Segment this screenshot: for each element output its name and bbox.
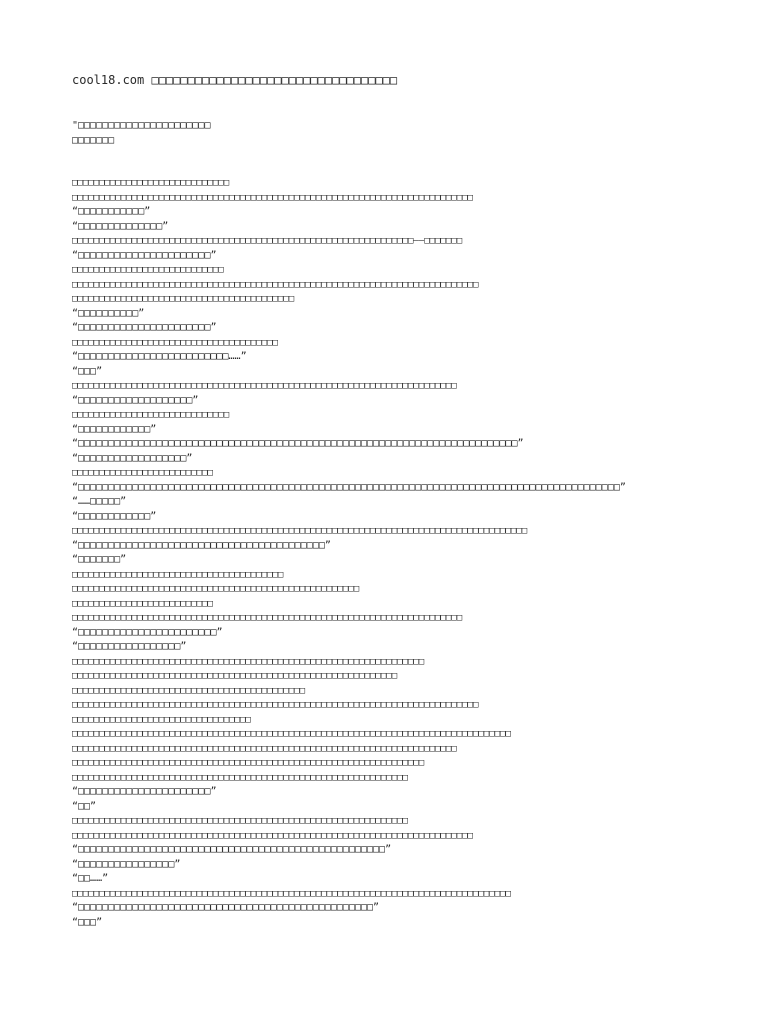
paragraph-line: □□□□□□□□□□□□□□□□□□□□□□□□□□□□□□□□□□□□□□□□□□□□□□□□□□□□□□□□□□□□□□□□□ xyxy=(72,656,425,667)
paragraph-line: “□□□□□□□□□□□□□□□□□□□□□□□□□……” xyxy=(72,351,247,362)
paragraph-line: □□□□□□□□□□□□□□□□□□□□□□□□□□□□□□□□□□□□□□□□□□□□□□□□□□□□□□□□□□□□□□□□□□□□□□□□□□ xyxy=(72,192,473,203)
paragraph-line: “□□□□□□□□□□□□□□□□□□□□□□□□□□□□□□□□□□□□□□□□□□□□□□□□□□□□□□□□□□□□□□□□□□□□□□□□□” xyxy=(72,438,524,449)
paragraph-line: “□□□□□□□□□□□□□□□□□□□□□□” xyxy=(72,786,217,797)
paragraph-line: □□□□□□□□□□□□□□□□□□□□□□□□□□ xyxy=(72,468,213,478)
paragraph-line: □□□□□□□□□□□□□□□□□□□□□□□□□□□□□□□□□□□□□□□□□□□□□□□□□□□□□□□□□□□□□□□□□□□□□□□□□□□□□□□□□ xyxy=(72,888,511,899)
document-page xyxy=(72,72,712,930)
paragraph-line: “□□□□□□□□□□” xyxy=(72,307,145,319)
paragraph-line: □□□□□□□□□□□□□□□□□□□□□□□□□□□□□□□□□ xyxy=(72,714,251,725)
header-title-text: □□□□□□□□□□□□□□□□□□□□□□□□□□□□□□□□□□ xyxy=(151,73,398,87)
paragraph-line: “□□□” xyxy=(72,365,103,377)
paragraph-line: □□□□□□□□□□□□□□□□□□□□□□□□□□□□□ xyxy=(72,178,230,188)
paragraph-line: □□□□□□□□□□□□□□□□□□□□□□□□□□□□□□□□□□□□□□□□□□□□□□□□□□□□□□□□□□□□□□□——□□□□□□□ xyxy=(72,236,463,246)
paragraph-line: □□□□□□□□□□□□□□□□□□□□□□□□□□□□□□□□□□□□□□□□□□□□□□□□□□□□□□□□□□□□□□ xyxy=(72,772,408,783)
paragraph-line: □□□□□□□□□□□□□□□□□□□□□□□□□□□□□□□□□□□□□□□□□□□□□□□□□□□□□□□□□□□□□□□□□□□□□□□□ xyxy=(72,613,463,623)
paragraph-line: □□□□□□□□□□□□□□□□□□□□□□□□□□□□□□□□□□□□□□□□□□□□□□□□□□□□□ xyxy=(72,584,360,594)
paragraph-line: □□□□□□□□□□□□□□□□□□□□□□□□□□□□□□□□□□□□□□□□□□□□□□□□□□□□□□□□□□□□□□□□□□□□□□□□□□□ xyxy=(72,279,479,290)
paragraph-line: “□□□□□□□□□□□□□□□□” xyxy=(72,858,181,870)
paragraph-line: □□□□□□□□□□□□□□□□□□□□□□□□□□□□□□□□□□□□□□□□□□□□□□□□□□□□□□□□□□□□□□□□□□□□□□□□□□□ xyxy=(72,700,479,710)
paragraph-line: “□□□□□□□□□□□□□□” xyxy=(72,220,169,232)
paragraph-line: □□□□□□□□□□□□□□□□□□□□□□□□□□□□□□□□□□□□□□□□□□□ xyxy=(72,685,305,696)
paragraph-line: “□□□□□□□□□□□□□□□□□□□□□□” xyxy=(72,322,217,333)
paragraph-line: “□□□□□□□□□□□□□□□□□□□” xyxy=(72,394,199,406)
paragraph-line: “□□□□□□□□□□□□□□□□□” xyxy=(72,641,187,652)
article-title-line: "□□□□□□□□□□□□□□□□□□□□□□ xyxy=(72,120,211,131)
paragraph-line: “□□□□□□□” xyxy=(72,554,127,565)
paragraph-line: □□□□□□□□□□□□□□□□□□□□□□□□□□□□□□□□□□□□□□□□□□□□□□□□□□□□□□□□□□□□ xyxy=(72,671,398,681)
paragraph-line: □□□□□□□□□□□□□□□□□□□□□□□□□□□□□□□□□□□□□□□□□□□□□□□□□□□□□□□□□□□□□□□□□□□□□□□□□□ xyxy=(72,830,473,841)
paragraph-line: □□□□□□□□□□□□□□□□□□□□□□□□□□ xyxy=(72,598,213,609)
paragraph-line: “□□□□□□□□□□□□□□□□□□” xyxy=(72,452,193,464)
paragraph-line: “□□□□□□□□□□□□□□□□□□□□□□” xyxy=(72,249,217,261)
paragraph-line: “□□□” xyxy=(72,916,103,928)
paragraph-line: “□□□□□□□□□□□□” xyxy=(72,423,157,435)
paragraph-line: □□□□□□□□□□□□□□□□□□□□□□□□□□□□□□□□□□□□□□□□□□□□□□□□□□□□□□□□□□□□□□□□□□□□□□□□□□□□□□□□□ xyxy=(72,729,511,739)
paragraph-line: “□□□□□□□□□□□□□□□□□□□□□□□□□□□□□□□□□□□□□□□□□” xyxy=(72,539,331,551)
paragraph-line: □□□□□□□□□□□□□□□□□□□□□□□□□□□□□ xyxy=(72,410,230,420)
article-body xyxy=(72,176,712,930)
article-subtitle-line: □□□□□□□ xyxy=(72,135,115,146)
paragraph-line: □□□□□□□□□□□□□□□□□□□□□□□□□□□□□□□□□□□□□□□□□□□□□□□□□□□□□□□□□□□□□□□□□ xyxy=(72,758,425,768)
article-title xyxy=(72,118,712,148)
paragraph-line: □□□□□□□□□□□□□□□□□□□□□□□□□□□□□□□□□□□□□□□□□ xyxy=(72,294,295,304)
site-name: cool18.com xyxy=(72,73,145,87)
paragraph-line: “□□……” xyxy=(72,873,109,884)
paragraph-line: □□□□□□□□□□□□□□□□□□□□□□□□□□□□□□□□□□□□□□□□□□□□□□□□□□□□□□□□□□□□□□□□□□□□□□□ xyxy=(72,381,457,391)
paragraph-line: □□□□□□□□□□□□□□□□□□□□□□□□□□□□□□□□□□□□□□ xyxy=(72,337,278,348)
paragraph-line: “□□□□□□□□□□□□□□□□□□□□□□□□□□□□□□□□□□□□□□□□□□□□□□□□□□□” xyxy=(72,844,392,855)
paragraph-line: “□□” xyxy=(72,800,97,812)
paragraph-line: “……□□□□□” xyxy=(72,496,127,507)
paragraph-line: □□□□□□□□□□□□□□□□□□□□□□□□□□□□□□□□□□□□□□□□□□□□□□□□□□□□□□□□□□□□□□□□□□□□□□□ xyxy=(72,743,457,754)
paragraph-line: “□□□□□□□□□□□□” xyxy=(72,510,157,522)
paragraph-line: “□□□□□□□□□□□” xyxy=(72,206,151,217)
paragraph-line: “□□□□□□□□□□□□□□□□□□□□□□□” xyxy=(72,626,223,638)
paragraph-line: “□□□□□□□□□□□□□□□□□□□□□□□□□□□□□□□□□□□□□□□□□□□□□□□□□□□□□□□□□□□□□□□□□□□□□□□□□□□□□□□□□□□□□□□□□□” xyxy=(72,481,626,493)
paragraph-line: □□□□□□□□□□□□□□□□□□□□□□□□□□□□□□□□□□□□□□□□□□□□□□□□□□□□□□□□□□□□□□ xyxy=(72,816,408,826)
site-header xyxy=(72,72,712,88)
paragraph-line: □□□□□□□□□□□□□□□□□□□□□□□□□□□□ xyxy=(72,265,224,275)
paragraph-line: □□□□□□□□□□□□□□□□□□□□□□□□□□□□□□□□□□□□□□□□□□□□□□□□□□□□□□□□□□□□□□□□□□□□□□□□□□□□□□□□□□□□ xyxy=(72,526,528,536)
paragraph-line: “□□□□□□□□□□□□□□□□□□□□□□□□□□□□□□□□□□□□□□□□□□□□□□□□□” xyxy=(72,902,380,913)
paragraph-line: □□□□□□□□□□□□□□□□□□□□□□□□□□□□□□□□□□□□□□□ xyxy=(72,569,284,580)
